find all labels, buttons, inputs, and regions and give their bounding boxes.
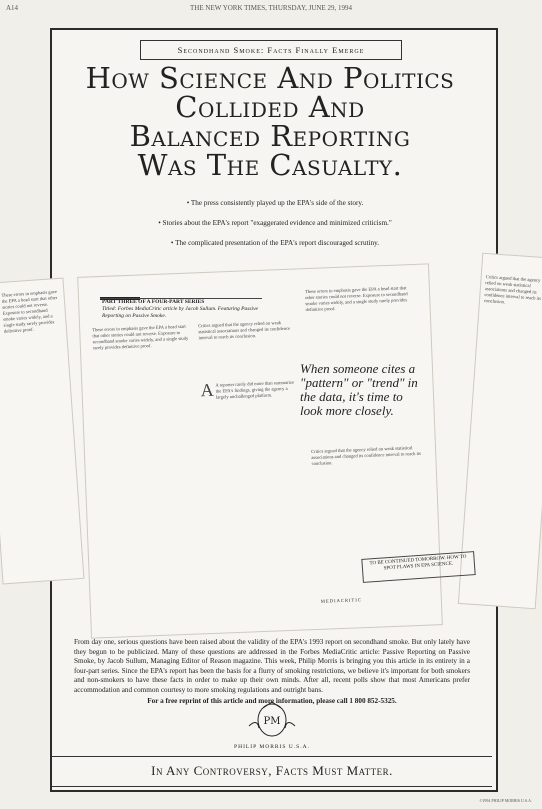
- left-sheet-text: These errors in emphasis gave the EPA a head start that other stories could not reverse. Exposure to secondhand smoke varies widely, and a single study rarely provides definitive proof.: [1, 288, 58, 334]
- tag-title: PART THREE OF A FOUR-PART SERIES: [102, 299, 205, 305]
- bottom-rule: [52, 786, 492, 787]
- philip-morris-crest-logo: [245, 698, 299, 742]
- headline-line: Collided And: [175, 90, 365, 124]
- clipping-column-4: Critics argued that the agency relied on weak statistical associations and changed its confidence interval to reach its conclusion.: [310, 445, 422, 467]
- free-reprint-line: For a free reprint of this article and more information, please call 1 800 852-5325.: [147, 696, 397, 705]
- headline: [60, 61, 480, 182]
- clipping-column-3: These errors in emphasis gave the EPA a head start that other stories could not reverse. Exposure to secondhand smoke varies widely, and a single study rarely provides definitive proof.: [304, 285, 408, 313]
- headline-line: Was The Casualty.: [137, 148, 403, 182]
- bullet-item: • Stories about the EPA's report "exaggerated evidence and minimized criticism.": [158, 219, 392, 227]
- right-sheet-text: Critics argued that the agency relied on weak statistical associations and changed its confidence interval to reach its conclusion.: [483, 274, 542, 305]
- series-tag: [100, 298, 262, 321]
- newspaper-title: THE NEW YORK TIMES, THURSDAY, JUNE 29, 1994: [190, 4, 352, 12]
- series-kicker: Secondhand Smoke: Facts Finally Emerge: [140, 40, 402, 60]
- continued-tomorrow-box: TO BE CONTINUED TOMORROW. HOW TO SPOT FLAWS IN EPA SCIENCE.: [361, 551, 475, 583]
- bullet-item: • The complicated presentation of the EPA's report discouraged scrutiny.: [170, 239, 380, 247]
- headline-line: Balanced Reporting: [129, 119, 411, 153]
- dropcap: A: [200, 379, 214, 401]
- credit: ©1994 PHILIP MORRIS U.S.A.: [479, 798, 532, 803]
- dropcap-text: A reporter rarely did more than summarize the EPA's findings, giving the agency a largely unchallenged platform.: [215, 379, 295, 400]
- top-rule: [52, 756, 492, 757]
- bullet-list: [95, 193, 455, 253]
- brand-name: PHILIP MORRIS U.S.A.: [234, 744, 310, 750]
- clipping-column-2: Critics argued that the agency relied on weak statistical associations and changed its confidence interval to reach its conclusion.: [198, 320, 291, 341]
- tagline: In Any Controversy, Facts Must Matter.: [151, 763, 393, 778]
- signature: MEDIACRITIC: [320, 597, 363, 604]
- pull-quote: When someone cites a "pattern" or "trend" in the data, it's time to look more closely.: [300, 361, 418, 418]
- tag-subtitle: Titled: Forbes MediaCritic article by Jacob Sullum. Featuring Passive Reporting on Passive Smoke.: [102, 306, 258, 319]
- body-text: From day one, serious questions have been raised about the validity of the EPA's 1993 report on secondhand smoke. But only lately have they begun to be publicized. Many of these questions are addressed in the Forbes MediaCritic article: Passive Reporting on Passive Smoke, by Jacob Sullum, Managing Editor of Reason magazine. This week, Philip Morris is bringing you this article in its entirety in a four-part series. Since the EPA's report has been the basis for a flurry of smoking restrictions, we believe it's important for both smokers and non-smokers to have these facts in order to make up their own minds. After all, recent polls show that most Americans prefer accommodation and common courtesy to more smoking regulations and outright bans.: [74, 638, 470, 694]
- masthead: [6, 4, 536, 16]
- bullet-item: • The press consistently played up the EPA's side of the story.: [186, 199, 364, 207]
- body-copy: [74, 638, 470, 706]
- page-number: A14: [6, 4, 19, 12]
- headline-line: How Science And Politics: [85, 61, 455, 95]
- clipping-dropcap-paragraph: [200, 379, 301, 401]
- svg-text:PM: PM: [263, 716, 281, 727]
- clipping-column-1: These errors in emphasis gave the EPA a head start that other stories could not reverse. Exposure to secondhand smoke varies widely, and a single study rarely provides definitive proof.: [92, 323, 189, 351]
